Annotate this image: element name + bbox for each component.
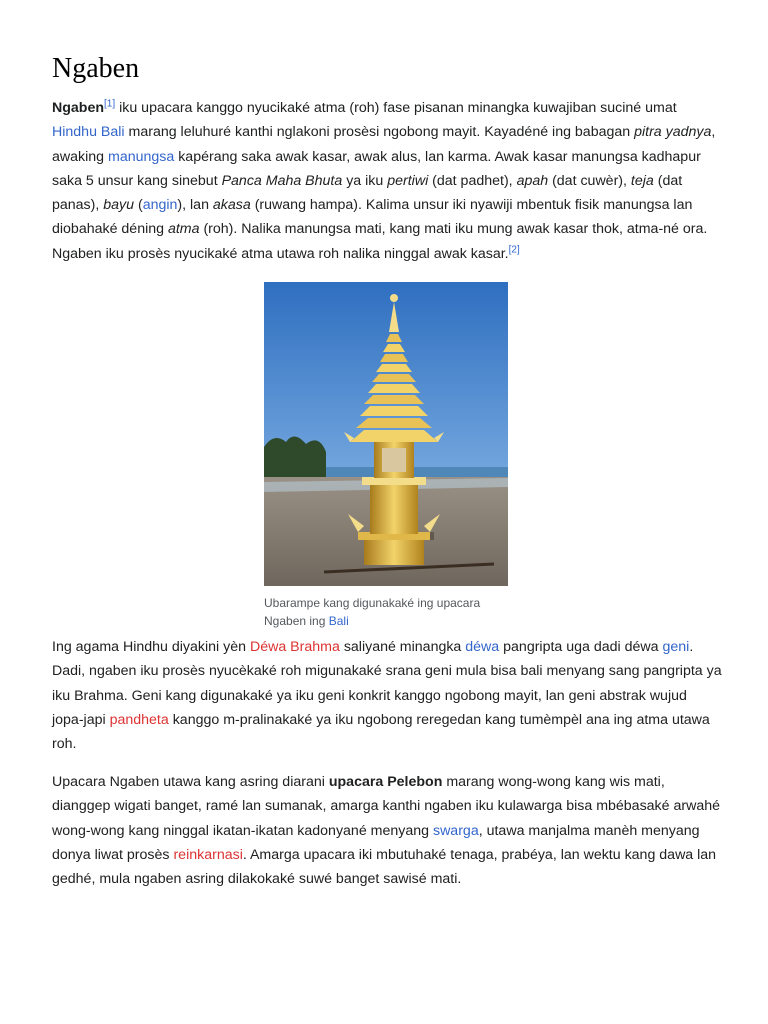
term-atma: atma (167, 221, 200, 238)
text-segment: ), lan (177, 197, 213, 214)
paragraph-pelebon (52, 770, 722, 891)
text-segment: , utawa manjalma manèh menyang donya liwat prosès (52, 822, 700, 863)
link-hindhu-bali[interactable]: Hindhu Bali (52, 124, 125, 141)
link-reinkarnasi[interactable]: reinkarnasi (173, 846, 243, 863)
link-manungsa[interactable]: manungsa (108, 148, 175, 165)
term-pertiwi: pertiwi (387, 172, 429, 189)
text-segment: ( (134, 197, 143, 214)
ngaben-tower-image[interactable] (264, 282, 508, 586)
link-geni[interactable]: geni (662, 639, 690, 655)
text-segment: . Amarga upacara iki mbutuhaké tenaga, prabéya, lan wektu kang dawa lan gedhé, mula ngaben asring dilakokaké suwé banget sawisé mati. (52, 846, 717, 888)
text-segment: Upacara Ngaben utawa kang asring diarani (52, 774, 329, 790)
text-segment: (dat panas), (52, 172, 683, 214)
reference-1[interactable] (104, 98, 115, 109)
text-segment: Ing agama Hindhu diyakini yèn (52, 639, 250, 655)
link-dewa-brahma[interactable]: Déwa Brahma (249, 639, 340, 655)
term-panca-maha-bhuta: Panca Maha Bhuta (221, 172, 343, 189)
link-swarga[interactable]: swarga (432, 822, 479, 839)
text-segment: pangripta uga dadi déwa (499, 639, 663, 655)
paragraph-brahma (52, 635, 722, 756)
text-segment: kapérang saka awak kasar, awak alus, lan karma. Awak kasar manungsa kadhapur saka 5 unsur kang sinebut (52, 148, 701, 189)
term-apah: apah (516, 172, 549, 189)
page-title: Ngaben (52, 53, 140, 84)
text-segment: . Dadi, ngaben iku prosès nyucèkaké roh migunakaké srana geni mula bisa bali menyang sang pangripta ya iku Brahma. Geni kang digunakaké ya iku geni konkrit kanggo ngobong mayit, lan geni abstrak wujud jopa-japi (52, 639, 722, 728)
reference-2-link[interactable]: [2] (508, 244, 520, 256)
link-pandheta[interactable]: pandheta (109, 711, 169, 728)
text-segment: , awaking (52, 124, 716, 165)
paragraph-intro (52, 96, 722, 266)
text-segment: (ruwang hampa). Kalima unsur iki nyawiji mbentuk fisik manungsa lan diobahaké déning (52, 197, 693, 238)
text-segment: (roh). Nalika manungsa mati, kang mati iku mung awak kasar thok, atma-né ora. Ngaben iku prosès nyucikaké atma utawa roh nalika ninggal awak kasar. (52, 221, 708, 262)
link-bali[interactable]: Bali (328, 614, 349, 628)
text-segment: iku upacara kanggo nyucikaké atma (roh) fase pisanan minangka kuwajiban suciné umat (115, 100, 677, 116)
term-pitra-yadnya: pitra yadnya (634, 124, 712, 141)
text-segment: ya iku (342, 172, 388, 189)
figure-ngaben (264, 282, 508, 630)
term-teja: teja (630, 172, 654, 189)
text-segment: (dat cuwèr), (548, 172, 631, 189)
figure-caption (264, 594, 508, 630)
text-segment: saliyané minangka (339, 639, 466, 655)
text-segment: (dat padhet), (428, 172, 517, 189)
term-ngaben: Ngaben (52, 100, 105, 116)
link-dewa[interactable]: déwa (465, 639, 500, 655)
text-segment: kanggo m-pralinakaké ya iku ngobong reregedan kang tumèmpèl ana ing atma utawa roh. (52, 711, 710, 753)
caption-text: Ubarampe kang digunakaké ing upacara Ngaben ing (264, 596, 481, 628)
term-upacara-pelebon: upacara Pelebon (328, 774, 443, 790)
reference-1-link[interactable]: [1] (104, 98, 116, 110)
text-segment: marang wong-wong kang wis mati, dianggep wigati banget, ramé lan sumanak, amarga kanthi ngaben iku kulawarga bisa mbébasaké arwahé wong-wong kang ninggal ikatan-ikatan kadonyané menyang (52, 774, 721, 839)
link-angin[interactable]: angin (142, 197, 178, 214)
term-bayu: bayu (103, 197, 135, 214)
text-segment: marang leluhuré kanthi nglakoni prosèsi ngobong mayit. Kayadéné ing babagan (124, 124, 635, 141)
reference-2[interactable] (509, 244, 520, 255)
term-akasa: akasa (212, 197, 251, 214)
